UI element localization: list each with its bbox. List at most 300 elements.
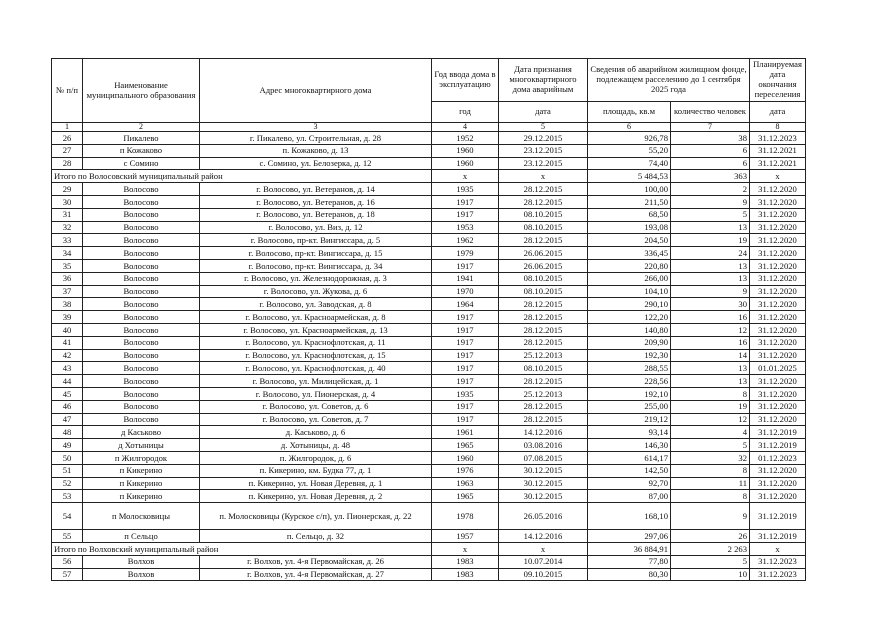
people-count-cell: 32 xyxy=(671,451,750,464)
recognition-date-cell: 10.07.2014 xyxy=(499,555,588,568)
year-cell: 1983 xyxy=(432,568,499,581)
address-cell: г. Волосово, ул. Милицейская, д. 1 xyxy=(200,375,432,388)
subheader-year: год xyxy=(432,102,499,123)
planned-date-cell: 31.12.2020 xyxy=(750,247,806,260)
address-cell: п. Кикерино, ул. Новая Деревня, д. 1 xyxy=(200,477,432,490)
row-number: 27 xyxy=(52,144,83,157)
header-planned-date: Планируемая дата окончания переселения xyxy=(750,59,806,102)
address-cell: п. Молосковицы (Курское с/п), ул. Пионерская, д. 22 xyxy=(200,503,432,530)
area-cell: 228,56 xyxy=(588,375,671,388)
municipality-cell: Волосово xyxy=(83,285,200,298)
area-cell: 336,45 xyxy=(588,247,671,260)
table-row xyxy=(52,426,806,439)
row-number: 51 xyxy=(52,464,83,477)
year-cell: 1917 xyxy=(432,375,499,388)
address-cell: г. Волосово, ул. Жукова, д. 6 xyxy=(200,285,432,298)
planned-date-cell: 31.12.2020 xyxy=(750,311,806,324)
address-cell: г. Волосово, ул. Заводская, д. 8 xyxy=(200,298,432,311)
table-body xyxy=(52,132,806,581)
municipality-cell: Волхов xyxy=(83,555,200,568)
table-row xyxy=(52,272,806,285)
area-cell: 77,80 xyxy=(588,555,671,568)
year-cell: 1917 xyxy=(432,311,499,324)
table-row xyxy=(52,259,806,272)
row-number: 45 xyxy=(52,387,83,400)
row-number: 34 xyxy=(52,247,83,260)
address-cell: г. Волосово, ул. Советов, д. 6 xyxy=(200,400,432,413)
area-cell: 142,50 xyxy=(588,464,671,477)
municipality-cell: Волосово xyxy=(83,400,200,413)
subtotal-year: x xyxy=(432,542,499,555)
area-cell: 211,50 xyxy=(588,195,671,208)
people-count-cell: 5 xyxy=(671,208,750,221)
recognition-date-cell: 08.10.2015 xyxy=(499,208,588,221)
people-count-cell: 16 xyxy=(671,311,750,324)
people-count-cell: 16 xyxy=(671,336,750,349)
recognition-date-cell: 30.12.2015 xyxy=(499,490,588,503)
subtotal-area: 5 484,53 xyxy=(588,170,671,183)
people-count-cell: 30 xyxy=(671,298,750,311)
planned-date-cell: 31.12.2020 xyxy=(750,234,806,247)
planned-date-cell: 31.12.2019 xyxy=(750,530,806,543)
subtotal-label: Итого по Волховский муниципальный район xyxy=(52,542,432,555)
people-count-cell: 6 xyxy=(671,144,750,157)
address-cell: г. Волосово, ул. Краснофлотская, д. 40 xyxy=(200,362,432,375)
year-cell: 1970 xyxy=(432,285,499,298)
table-row xyxy=(52,323,806,336)
address-cell: г. Волхов, ул. 4-я Первомайская, д. 27 xyxy=(200,568,432,581)
area-cell: 104,10 xyxy=(588,285,671,298)
recognition-date-cell: 26.05.2016 xyxy=(499,503,588,530)
recognition-date-cell: 08.10.2015 xyxy=(499,272,588,285)
row-number: 36 xyxy=(52,272,83,285)
planned-date-cell: 31.12.2020 xyxy=(750,221,806,234)
row-number: 57 xyxy=(52,568,83,581)
address-cell: г. Волосово, ул. Советов, д. 7 xyxy=(200,413,432,426)
planned-date-cell: 31.12.2020 xyxy=(750,183,806,196)
planned-date-cell: 31.12.2020 xyxy=(750,285,806,298)
address-cell: г. Волосово, пр-кт. Вингиссара, д. 34 xyxy=(200,259,432,272)
address-cell: г. Волосово, пр-кт. Вингиссара, д. 5 xyxy=(200,234,432,247)
table-row xyxy=(52,413,806,426)
table-row xyxy=(52,362,806,375)
area-cell: 204,50 xyxy=(588,234,671,247)
row-number: 47 xyxy=(52,413,83,426)
recognition-date-cell: 08.10.2015 xyxy=(499,285,588,298)
municipality-cell: Волосово xyxy=(83,349,200,362)
people-count-cell: 5 xyxy=(671,555,750,568)
people-count-cell: 10 xyxy=(671,568,750,581)
row-number: 50 xyxy=(52,451,83,464)
year-cell: 1965 xyxy=(432,439,499,452)
area-cell: 74,40 xyxy=(588,157,671,170)
year-cell: 1917 xyxy=(432,349,499,362)
table-row xyxy=(52,439,806,452)
row-number: 37 xyxy=(52,285,83,298)
year-cell: 1976 xyxy=(432,464,499,477)
recognition-date-cell: 28.12.2015 xyxy=(499,336,588,349)
planned-date-cell: 01.01.2025 xyxy=(750,362,806,375)
recognition-date-cell: 08.10.2015 xyxy=(499,221,588,234)
table-row xyxy=(52,503,806,530)
year-cell: 1964 xyxy=(432,298,499,311)
recognition-date-cell: 23.12.2015 xyxy=(499,144,588,157)
address-cell: г. Волосово, ул. Ветеранов, д. 18 xyxy=(200,208,432,221)
recognition-date-cell: 28.12.2015 xyxy=(499,234,588,247)
people-count-cell: 4 xyxy=(671,426,750,439)
subtotal-plan: x xyxy=(750,542,806,555)
row-number: 55 xyxy=(52,530,83,543)
year-cell: 1962 xyxy=(432,234,499,247)
address-cell: г. Волосово, ул. Ветеранов, д. 14 xyxy=(200,183,432,196)
people-count-cell: 13 xyxy=(671,221,750,234)
people-count-cell: 26 xyxy=(671,530,750,543)
subheader-people: количество человек xyxy=(671,102,750,123)
table-row xyxy=(52,477,806,490)
year-cell: 1963 xyxy=(432,477,499,490)
subtotal-row xyxy=(52,542,806,555)
table-row xyxy=(52,568,806,581)
subtotal-date: x xyxy=(499,542,588,555)
people-count-cell: 8 xyxy=(671,490,750,503)
row-number: 48 xyxy=(52,426,83,439)
address-cell: п. Кикерино, км. Будка 77, д. 1 xyxy=(200,464,432,477)
planned-date-cell: 31.12.2020 xyxy=(750,259,806,272)
planned-date-cell: 31.12.2023 xyxy=(750,555,806,568)
subheader-area: площадь, кв.м xyxy=(588,102,671,123)
people-count-cell: 9 xyxy=(671,285,750,298)
recognition-date-cell: 28.12.2015 xyxy=(499,195,588,208)
year-cell: 1917 xyxy=(432,336,499,349)
row-number: 53 xyxy=(52,490,83,503)
address-cell: п. Сельцо, д. 32 xyxy=(200,530,432,543)
table-row xyxy=(52,387,806,400)
row-number: 29 xyxy=(52,183,83,196)
people-count-cell: 11 xyxy=(671,477,750,490)
year-cell: 1917 xyxy=(432,323,499,336)
address-cell: с. Сомино, ул. Белозерка, д. 12 xyxy=(200,157,432,170)
column-number: 4 xyxy=(432,123,499,132)
people-count-cell: 12 xyxy=(671,413,750,426)
row-number: 35 xyxy=(52,259,83,272)
people-count-cell: 13 xyxy=(671,272,750,285)
header-municipality: Наименование муниципального образования xyxy=(83,59,200,123)
area-cell: 93,14 xyxy=(588,426,671,439)
municipality-cell: п Кикерино xyxy=(83,464,200,477)
table-row xyxy=(52,208,806,221)
year-cell: 1957 xyxy=(432,530,499,543)
municipality-cell: Волосово xyxy=(83,336,200,349)
area-cell: 92,70 xyxy=(588,477,671,490)
column-number: 5 xyxy=(499,123,588,132)
address-cell: г. Волосово, ул. Виз, д. 12 xyxy=(200,221,432,234)
planned-date-cell: 31.12.2020 xyxy=(750,387,806,400)
planned-date-cell: 31.12.2020 xyxy=(750,349,806,362)
address-cell: п. Кикерино, ул. Новая Деревня, д. 2 xyxy=(200,490,432,503)
header-fund-info: Сведения об аварийном жилищном фонде, подлежащем расселению до 1 сентября 2025 года xyxy=(588,59,750,102)
address-cell: г. Волосово, пр-кт. Вингиссара, д. 15 xyxy=(200,247,432,260)
planned-date-cell: 31.12.2019 xyxy=(750,439,806,452)
municipality-cell: п Кикерино xyxy=(83,477,200,490)
area-cell: 209,90 xyxy=(588,336,671,349)
area-cell: 55,20 xyxy=(588,144,671,157)
municipality-cell: Волосово xyxy=(83,234,200,247)
area-cell: 193,08 xyxy=(588,221,671,234)
planned-date-cell: 31.12.2023 xyxy=(750,568,806,581)
planned-date-cell: 31.12.2020 xyxy=(750,400,806,413)
row-number: 56 xyxy=(52,555,83,568)
table-row xyxy=(52,336,806,349)
area-cell: 297,06 xyxy=(588,530,671,543)
address-cell: г. Волосово, ул. Краснофлотская, д. 11 xyxy=(200,336,432,349)
area-cell: 100,00 xyxy=(588,183,671,196)
municipality-cell: Волхов xyxy=(83,568,200,581)
area-cell: 68,50 xyxy=(588,208,671,221)
municipality-cell: Волосово xyxy=(83,221,200,234)
recognition-date-cell: 30.12.2015 xyxy=(499,477,588,490)
column-number: 8 xyxy=(750,123,806,132)
row-number: 54 xyxy=(52,503,83,530)
recognition-date-cell: 23.12.2015 xyxy=(499,157,588,170)
table-row xyxy=(52,349,806,362)
year-cell: 1952 xyxy=(432,132,499,145)
planned-date-cell: 31.12.2019 xyxy=(750,503,806,530)
area-cell: 219,12 xyxy=(588,413,671,426)
year-cell: 1983 xyxy=(432,555,499,568)
year-cell: 1917 xyxy=(432,413,499,426)
planned-date-cell: 31.12.2020 xyxy=(750,413,806,426)
planned-date-cell: 31.12.2023 xyxy=(750,132,806,145)
table-row xyxy=(52,285,806,298)
subtotal-people: 2 263 xyxy=(671,542,750,555)
recognition-date-cell: 28.12.2015 xyxy=(499,183,588,196)
column-number: 7 xyxy=(671,123,750,132)
people-count-cell: 9 xyxy=(671,195,750,208)
row-number: 28 xyxy=(52,157,83,170)
housing-table xyxy=(51,58,806,581)
table-row xyxy=(52,195,806,208)
planned-date-cell: 31.12.2020 xyxy=(750,208,806,221)
subtotal-area: 36 884,91 xyxy=(588,542,671,555)
row-number: 40 xyxy=(52,323,83,336)
address-cell: д. Хотыницы, д. 48 xyxy=(200,439,432,452)
people-count-cell: 24 xyxy=(671,247,750,260)
subtotal-people: 363 xyxy=(671,170,750,183)
row-number: 31 xyxy=(52,208,83,221)
subheader-date: дата xyxy=(499,102,588,123)
municipality-cell: д Хотыницы xyxy=(83,439,200,452)
table-row xyxy=(52,221,806,234)
recognition-date-cell: 29.12.2015 xyxy=(499,132,588,145)
year-cell: 1941 xyxy=(432,272,499,285)
header-year: Год ввода дома в эксплуатацию xyxy=(432,59,499,102)
table-row xyxy=(52,132,806,145)
municipality-cell: Волосово xyxy=(83,311,200,324)
table-row xyxy=(52,183,806,196)
municipality-cell: п Жилгородок xyxy=(83,451,200,464)
area-cell: 146,30 xyxy=(588,439,671,452)
recognition-date-cell: 28.12.2015 xyxy=(499,298,588,311)
planned-date-cell: 31.12.2020 xyxy=(750,490,806,503)
row-number: 30 xyxy=(52,195,83,208)
municipality-cell: Волосово xyxy=(83,387,200,400)
municipality-cell: Волосово xyxy=(83,208,200,221)
area-cell: 255,00 xyxy=(588,400,671,413)
people-count-cell: 6 xyxy=(671,157,750,170)
address-cell: г. Пикалево, ул. Строительная, д. 28 xyxy=(200,132,432,145)
area-cell: 926,78 xyxy=(588,132,671,145)
recognition-date-cell: 03.08.2016 xyxy=(499,439,588,452)
area-cell: 266,00 xyxy=(588,272,671,285)
recognition-date-cell: 26.06.2015 xyxy=(499,247,588,260)
address-cell: г. Волосово, ул. Ветеранов, д. 16 xyxy=(200,195,432,208)
year-cell: 1961 xyxy=(432,426,499,439)
table-row xyxy=(52,157,806,170)
area-cell: 290,10 xyxy=(588,298,671,311)
municipality-cell: Волосово xyxy=(83,413,200,426)
column-number: 1 xyxy=(52,123,83,132)
address-cell: п. Кожаково, д. 13 xyxy=(200,144,432,157)
table-header xyxy=(52,59,806,132)
subtotal-row xyxy=(52,170,806,183)
row-number: 26 xyxy=(52,132,83,145)
year-cell: 1917 xyxy=(432,259,499,272)
recognition-date-cell: 28.12.2015 xyxy=(499,375,588,388)
planned-date-cell: 31.12.2019 xyxy=(750,426,806,439)
planned-date-cell: 31.12.2020 xyxy=(750,272,806,285)
column-number: 6 xyxy=(588,123,671,132)
year-cell: 1978 xyxy=(432,503,499,530)
recognition-date-cell: 08.10.2015 xyxy=(499,362,588,375)
table-row xyxy=(52,298,806,311)
planned-date-cell: 31.12.2020 xyxy=(750,464,806,477)
row-number: 41 xyxy=(52,336,83,349)
recognition-date-cell: 26.06.2015 xyxy=(499,259,588,272)
people-count-cell: 12 xyxy=(671,323,750,336)
people-count-cell: 5 xyxy=(671,439,750,452)
year-cell: 1965 xyxy=(432,490,499,503)
year-cell: 1960 xyxy=(432,157,499,170)
address-cell: г. Волосово, ул. Железнодорожная, д. 3 xyxy=(200,272,432,285)
year-cell: 1917 xyxy=(432,195,499,208)
row-number: 52 xyxy=(52,477,83,490)
address-cell: г. Волосово, ул. Красноармейская, д. 8 xyxy=(200,311,432,324)
area-cell: 288,55 xyxy=(588,362,671,375)
municipality-cell: Волосово xyxy=(83,323,200,336)
address-cell: д. Каськово, д. 6 xyxy=(200,426,432,439)
planned-date-cell: 01.12.2023 xyxy=(750,451,806,464)
row-number: 33 xyxy=(52,234,83,247)
subheader-plan: дата xyxy=(750,102,806,123)
municipality-cell: п Кожаково xyxy=(83,144,200,157)
area-cell: 614,17 xyxy=(588,451,671,464)
area-cell: 192,10 xyxy=(588,387,671,400)
year-cell: 1979 xyxy=(432,247,499,260)
table-row xyxy=(52,247,806,260)
recognition-date-cell: 14.12.2016 xyxy=(499,426,588,439)
municipality-cell: с Сомино xyxy=(83,157,200,170)
address-cell: г. Волосово, ул. Красноармейская, д. 13 xyxy=(200,323,432,336)
year-cell: 1917 xyxy=(432,400,499,413)
people-count-cell: 38 xyxy=(671,132,750,145)
recognition-date-cell: 28.12.2015 xyxy=(499,311,588,324)
recognition-date-cell: 30.12.2015 xyxy=(499,464,588,477)
year-cell: 1960 xyxy=(432,451,499,464)
recognition-date-cell: 28.12.2015 xyxy=(499,400,588,413)
people-count-cell: 13 xyxy=(671,362,750,375)
year-cell: 1917 xyxy=(432,362,499,375)
municipality-cell: Волосово xyxy=(83,183,200,196)
header-address: Адрес многоквартирного дома xyxy=(200,59,432,123)
planned-date-cell: 31.12.2020 xyxy=(750,477,806,490)
header-number: № п/п xyxy=(52,59,83,123)
row-number: 32 xyxy=(52,221,83,234)
table-row xyxy=(52,451,806,464)
municipality-cell: Пикалево xyxy=(83,132,200,145)
people-count-cell: 2 xyxy=(671,183,750,196)
municipality-cell: д Каськово xyxy=(83,426,200,439)
municipality-cell: п Молосковицы xyxy=(83,503,200,530)
year-cell: 1917 xyxy=(432,208,499,221)
people-count-cell: 13 xyxy=(671,375,750,388)
row-number: 43 xyxy=(52,362,83,375)
year-cell: 1960 xyxy=(432,144,499,157)
area-cell: 220,80 xyxy=(588,259,671,272)
people-count-cell: 19 xyxy=(671,234,750,247)
municipality-cell: п Сельцо xyxy=(83,530,200,543)
municipality-cell: Волосово xyxy=(83,247,200,260)
year-cell: 1953 xyxy=(432,221,499,234)
table-row xyxy=(52,375,806,388)
subtotal-date: x xyxy=(499,170,588,183)
planned-date-cell: 31.12.2020 xyxy=(750,195,806,208)
people-count-cell: 8 xyxy=(671,464,750,477)
recognition-date-cell: 07.08.2015 xyxy=(499,451,588,464)
row-number: 39 xyxy=(52,311,83,324)
area-cell: 168,10 xyxy=(588,503,671,530)
address-cell: п. Жилгородок, д. 6 xyxy=(200,451,432,464)
area-cell: 140,80 xyxy=(588,323,671,336)
address-cell: г. Волосово, ул. Пионерская, д. 4 xyxy=(200,387,432,400)
table-row xyxy=(52,530,806,543)
recognition-date-cell: 25.12.2013 xyxy=(499,387,588,400)
people-count-cell: 8 xyxy=(671,387,750,400)
planned-date-cell: 31.12.2020 xyxy=(750,298,806,311)
recognition-date-cell: 28.12.2015 xyxy=(499,413,588,426)
municipality-cell: Волосово xyxy=(83,362,200,375)
address-cell: г. Волосово, ул. Краснофлотская, д. 15 xyxy=(200,349,432,362)
subtotal-label: Итого по Волосовский муниципальный район xyxy=(52,170,432,183)
area-cell: 87,00 xyxy=(588,490,671,503)
planned-date-cell: 31.12.2021 xyxy=(750,144,806,157)
row-number: 42 xyxy=(52,349,83,362)
municipality-cell: Волосово xyxy=(83,375,200,388)
municipality-cell: Волосово xyxy=(83,195,200,208)
table-row xyxy=(52,400,806,413)
people-count-cell: 13 xyxy=(671,259,750,272)
municipality-cell: Волосово xyxy=(83,272,200,285)
recognition-date-cell: 25.12.2013 xyxy=(499,349,588,362)
table-row xyxy=(52,464,806,477)
row-number: 38 xyxy=(52,298,83,311)
planned-date-cell: 31.12.2020 xyxy=(750,375,806,388)
table-row xyxy=(52,555,806,568)
row-number: 46 xyxy=(52,400,83,413)
planned-date-cell: 31.12.2020 xyxy=(750,336,806,349)
people-count-cell: 9 xyxy=(671,503,750,530)
header-date: Дата признания многоквартирного дома аварийным xyxy=(499,59,588,102)
area-cell: 80,30 xyxy=(588,568,671,581)
